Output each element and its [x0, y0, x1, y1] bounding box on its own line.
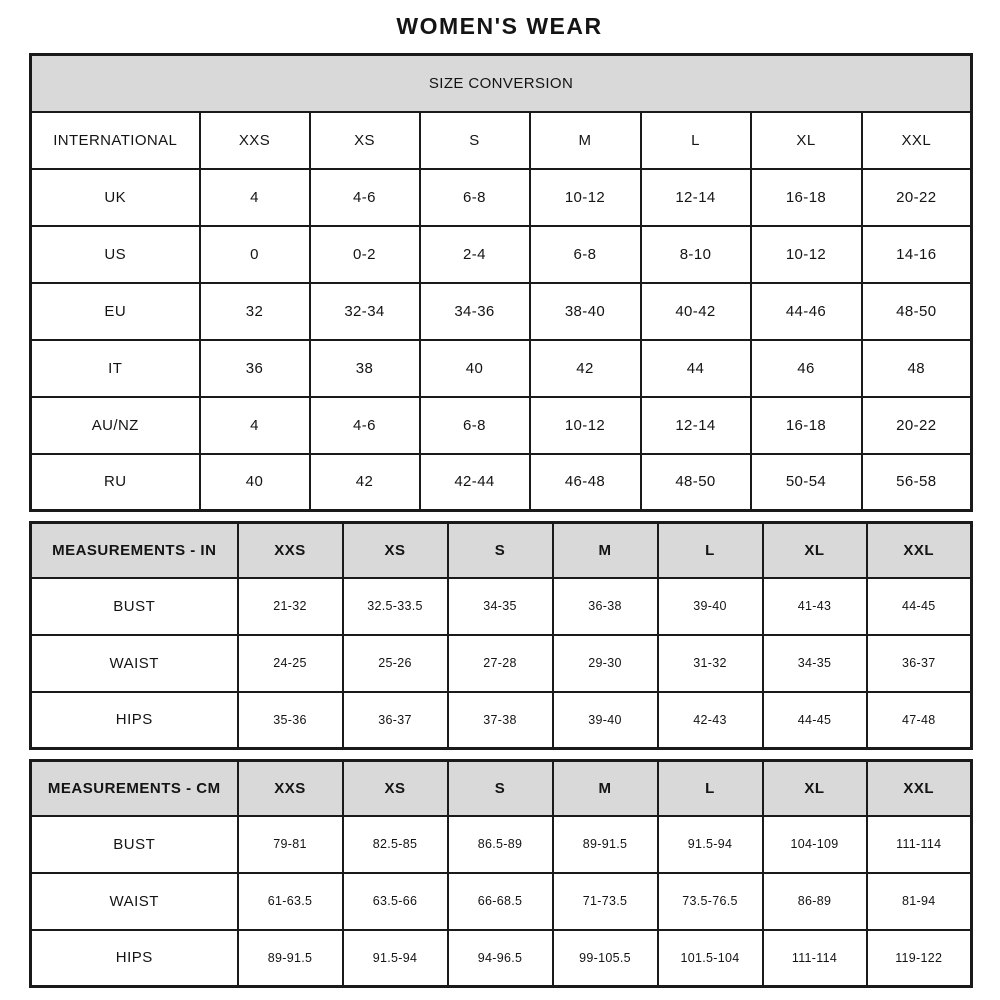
measurements-in-header-row — [31, 523, 972, 578]
measurement-cell: 41-43 — [763, 578, 867, 635]
measurement-cell: 71-73.5 — [553, 873, 658, 930]
size-cell: 42 — [530, 340, 641, 397]
size-cell: 20-22 — [862, 397, 972, 454]
size-cell: 10-12 — [530, 169, 641, 226]
row-label-uk: UK — [31, 169, 200, 226]
table-row-uk — [31, 169, 972, 226]
measurement-cell: 86.5-89 — [448, 816, 553, 873]
size-header-xxs: XXS — [238, 761, 343, 816]
size-cell: 48-50 — [641, 454, 751, 511]
size-cell: 16-18 — [751, 169, 862, 226]
table-row-hips-cm — [31, 930, 972, 987]
measurement-cell: 111-114 — [867, 816, 972, 873]
size-conversion-columns-row — [31, 112, 972, 169]
size-cell: 6-8 — [420, 169, 530, 226]
column-header-international: INTERNATIONAL — [31, 112, 200, 169]
size-conversion-banner-row — [31, 55, 972, 112]
row-label-hips: HIPS — [31, 692, 238, 749]
size-header-xs: XS — [343, 523, 448, 578]
size-cell: 6-8 — [420, 397, 530, 454]
size-header-xl: XL — [763, 761, 867, 816]
size-cell: 0 — [200, 226, 310, 283]
table-row-eu — [31, 283, 972, 340]
size-cell: 12-14 — [641, 397, 751, 454]
size-cell: 48-50 — [862, 283, 972, 340]
measurement-cell: 37-38 — [448, 692, 553, 749]
row-label-hips: HIPS — [31, 930, 238, 987]
row-label-aunz: AU/NZ — [31, 397, 200, 454]
measurement-cell: 21-32 — [238, 578, 343, 635]
measurement-cell: 111-114 — [763, 930, 867, 987]
size-header-m: M — [553, 761, 658, 816]
measurement-cell: 66-68.5 — [448, 873, 553, 930]
size-cell: 48 — [862, 340, 972, 397]
measurement-cell: 79-81 — [238, 816, 343, 873]
row-label-bust: BUST — [31, 578, 238, 635]
column-header-s: S — [420, 112, 530, 169]
size-header-xl: XL — [763, 523, 867, 578]
table-gap — [29, 512, 970, 521]
measurement-cell: 27-28 — [448, 635, 553, 692]
size-cell: 10-12 — [751, 226, 862, 283]
measurement-cell: 104-109 — [763, 816, 867, 873]
measurement-cell: 91.5-94 — [658, 816, 763, 873]
page-title: WOMEN'S WEAR — [396, 13, 603, 39]
measurement-cell: 44-45 — [867, 578, 972, 635]
size-cell: 14-16 — [862, 226, 972, 283]
measurement-cell: 82.5-85 — [343, 816, 448, 873]
measurements-cm-header: MEASUREMENTS - CM — [31, 761, 238, 816]
table-row-waist-cm — [31, 873, 972, 930]
column-header-l: L — [641, 112, 751, 169]
size-cell: 34-36 — [420, 283, 530, 340]
measurement-cell: 101.5-104 — [658, 930, 763, 987]
measurement-cell: 29-30 — [553, 635, 658, 692]
row-label-waist: WAIST — [31, 635, 238, 692]
size-cell: 56-58 — [862, 454, 972, 511]
size-header-xs: XS — [343, 761, 448, 816]
size-header-xxl: XXL — [867, 523, 972, 578]
size-header-xxl: XXL — [867, 761, 972, 816]
size-cell: 4-6 — [310, 169, 420, 226]
size-cell: 42-44 — [420, 454, 530, 511]
size-cell: 44-46 — [751, 283, 862, 340]
size-cell: 6-8 — [530, 226, 641, 283]
measurement-cell: 61-63.5 — [238, 873, 343, 930]
measurement-cell: 63.5-66 — [343, 873, 448, 930]
size-cell: 38 — [310, 340, 420, 397]
measurement-cell: 34-35 — [763, 635, 867, 692]
size-cell: 36 — [200, 340, 310, 397]
size-header-l: L — [658, 523, 763, 578]
measurement-cell: 36-37 — [343, 692, 448, 749]
row-label-bust: BUST — [31, 816, 238, 873]
measurement-cell: 32.5-33.5 — [343, 578, 448, 635]
size-cell: 42 — [310, 454, 420, 511]
size-cell: 38-40 — [530, 283, 641, 340]
size-cell: 2-4 — [420, 226, 530, 283]
row-label-waist: WAIST — [31, 873, 238, 930]
size-cell: 12-14 — [641, 169, 751, 226]
measurement-cell: 35-36 — [238, 692, 343, 749]
size-header-s: S — [448, 761, 553, 816]
table-row-bust-in — [31, 578, 972, 635]
table-row-bust-cm — [31, 816, 972, 873]
measurement-cell: 86-89 — [763, 873, 867, 930]
table-row-us — [31, 226, 972, 283]
measurement-cell: 99-105.5 — [553, 930, 658, 987]
row-label-ru: RU — [31, 454, 200, 511]
measurement-cell: 34-35 — [448, 578, 553, 635]
measurement-cell: 94-96.5 — [448, 930, 553, 987]
measurement-cell: 89-91.5 — [553, 816, 658, 873]
measurement-cell: 81-94 — [867, 873, 972, 930]
size-header-l: L — [658, 761, 763, 816]
table-row-ru — [31, 454, 972, 511]
size-cell: 4 — [200, 169, 310, 226]
column-header-xxl: XXL — [862, 112, 972, 169]
size-cell: 50-54 — [751, 454, 862, 511]
column-header-xs: XS — [310, 112, 420, 169]
size-cell: 32 — [200, 283, 310, 340]
measurements-cm-table — [29, 759, 973, 988]
size-header-m: M — [553, 523, 658, 578]
measurement-cell: 73.5-76.5 — [658, 873, 763, 930]
row-label-it: IT — [31, 340, 200, 397]
table-row-hips-in — [31, 692, 972, 749]
measurement-cell: 39-40 — [658, 578, 763, 635]
measurement-cell: 25-26 — [343, 635, 448, 692]
size-cell: 20-22 — [862, 169, 972, 226]
size-conversion-table — [29, 53, 973, 512]
measurement-cell: 119-122 — [867, 930, 972, 987]
size-header-s: S — [448, 523, 553, 578]
size-cell: 44 — [641, 340, 751, 397]
measurement-cell: 24-25 — [238, 635, 343, 692]
size-cell: 40 — [420, 340, 530, 397]
size-conversion-header: SIZE CONVERSION — [31, 55, 972, 112]
column-header-m: M — [530, 112, 641, 169]
table-row-waist-in — [31, 635, 972, 692]
measurement-cell: 31-32 — [658, 635, 763, 692]
measurement-cell: 42-43 — [658, 692, 763, 749]
table-row-aunz — [31, 397, 972, 454]
size-cell: 40 — [200, 454, 310, 511]
size-cell: 4 — [200, 397, 310, 454]
size-cell: 32-34 — [310, 283, 420, 340]
measurement-cell: 91.5-94 — [343, 930, 448, 987]
size-header-xxs: XXS — [238, 523, 343, 578]
measurement-cell: 36-38 — [553, 578, 658, 635]
size-cell: 8-10 — [641, 226, 751, 283]
size-cell: 4-6 — [310, 397, 420, 454]
size-cell: 16-18 — [751, 397, 862, 454]
size-cell: 10-12 — [530, 397, 641, 454]
column-header-xxs: XXS — [200, 112, 310, 169]
table-row-it — [31, 340, 972, 397]
row-label-us: US — [31, 226, 200, 283]
measurements-cm-header-row — [31, 761, 972, 816]
row-label-eu: EU — [31, 283, 200, 340]
table-gap — [29, 750, 970, 759]
size-cell: 0-2 — [310, 226, 420, 283]
measurement-cell: 36-37 — [867, 635, 972, 692]
measurement-cell: 89-91.5 — [238, 930, 343, 987]
size-cell: 46 — [751, 340, 862, 397]
measurement-cell: 47-48 — [867, 692, 972, 749]
measurement-cell: 39-40 — [553, 692, 658, 749]
size-cell: 40-42 — [641, 283, 751, 340]
size-cell: 46-48 — [530, 454, 641, 511]
measurement-cell: 44-45 — [763, 692, 867, 749]
column-header-xl: XL — [751, 112, 862, 169]
measurements-in-table — [29, 521, 973, 750]
measurements-in-header: MEASUREMENTS - IN — [31, 523, 238, 578]
